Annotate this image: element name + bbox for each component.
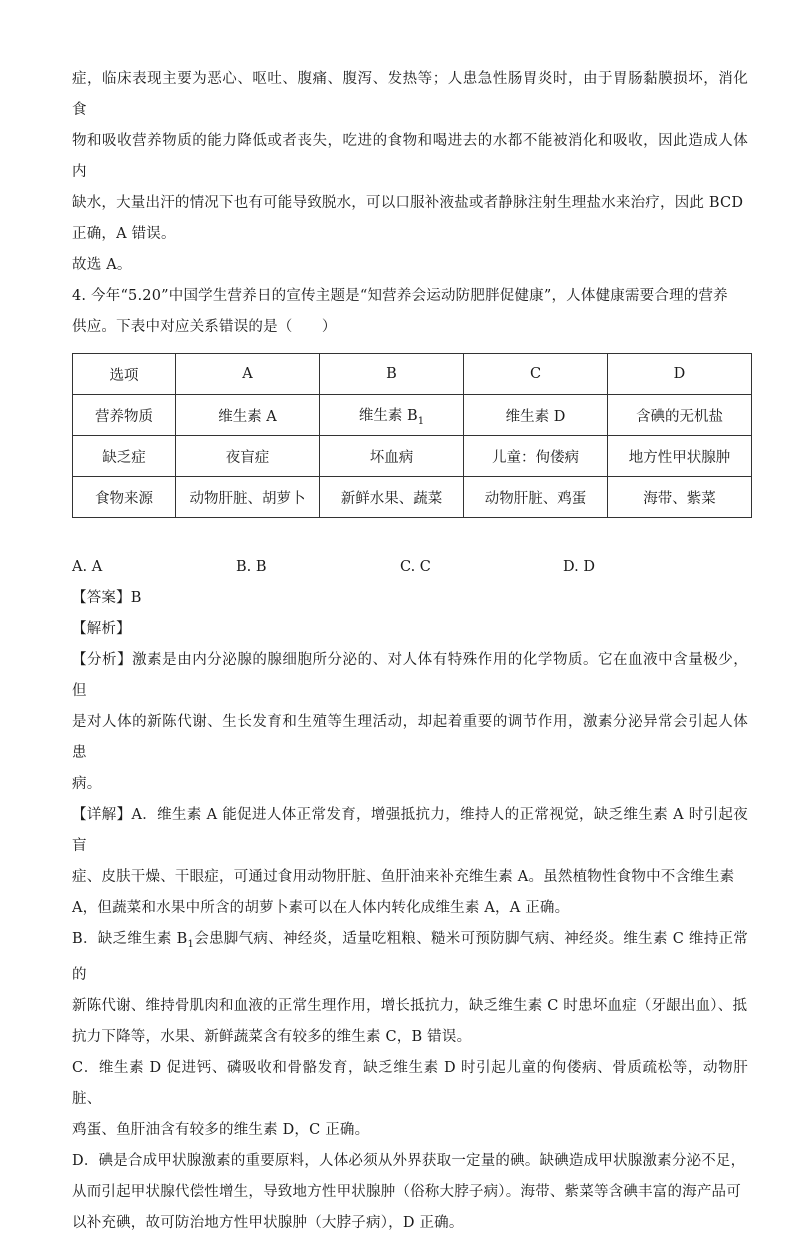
detail-line: 【详解】A．维生素 A 能促进人体正常发育，增强抵抗力，维持人的正常视觉，缺乏维生素 A 时引起夜盲 bbox=[72, 807, 748, 854]
detail-line bbox=[72, 924, 748, 991]
cell-text: 维生素 B bbox=[358, 407, 418, 424]
question-stem: 4. 今年“5.20”中国学生营养日的宣传主题是“知营养会运动防肥胖促健康”，人体健康需要合理的营养 bbox=[72, 288, 728, 304]
detail-line: C．维生素 D 促进钙、磷吸收和骨骼发育，缺乏维生素 D 时引起儿童的佝偻病、骨质疏松等，动物肝脏、 bbox=[72, 1059, 748, 1107]
detail-line: A，但蔬菜和水果中所含的胡萝卜素可以在人体内转化成维生素 A，A 正确。 bbox=[72, 900, 570, 916]
table-header-row bbox=[73, 354, 752, 395]
table-header-cell: C bbox=[464, 354, 608, 395]
subscript: 1 bbox=[417, 415, 425, 427]
detail-line: 鸡蛋、鱼肝油含有较多的维生素 D，C 正确。 bbox=[72, 1121, 370, 1138]
option-d: D. D bbox=[563, 559, 595, 575]
prev-choice: 故选 A。 bbox=[72, 257, 132, 273]
analysis-line: 【分析】激素是由内分泌腺的腺细胞所分泌的、对人体有特殊作用的化学物质。它在血液中含量极少，但 bbox=[72, 652, 748, 699]
prev-explanation-line: 缺水，大量出汗的情况下也有可能导致脱水，可以口服补液盐或者静脉注射生理盐水来治疗，因此 BCD bbox=[72, 195, 744, 211]
row-label: 食物来源 bbox=[73, 477, 176, 518]
option-a: A. A bbox=[72, 559, 103, 575]
table-cell: 维生素 D bbox=[464, 395, 608, 436]
detail-line: 从而引起甲状腺代偿性增生，导致地方性甲状腺肿（俗称大脖子病）。海带、紫菜等含碘丰富的海产品可 bbox=[72, 1183, 741, 1200]
table-cell: 儿童：佝偻病 bbox=[464, 436, 608, 477]
analysis-line: 是对人体的新陈代谢、生长发育和生殖等生理活动，却起着重要的调节作用，激素分泌异常会引起人体患 bbox=[72, 714, 748, 761]
table-row bbox=[73, 477, 752, 518]
table-header-cell: 选项 bbox=[73, 354, 176, 395]
table-cell: 动物肝脏、鸡蛋 bbox=[464, 477, 608, 518]
option-b: B. B bbox=[236, 559, 267, 575]
row-label: 营养物质 bbox=[73, 395, 176, 436]
table-cell: 维生素 A bbox=[176, 395, 320, 436]
document-page bbox=[72, 64, 748, 1239]
analysis-line: 病。 bbox=[72, 776, 102, 792]
table-cell: 地方性甲状腺肿 bbox=[608, 436, 752, 477]
table-header-cell: D bbox=[608, 354, 752, 395]
prev-explanation-line: 正确，A 错误。 bbox=[72, 226, 176, 242]
detail-line: 抗力下降等，水果、新鲜蔬菜含有较多的维生素 C，B 错误。 bbox=[72, 1028, 472, 1045]
detail-line: 症、皮肤干燥、干眼症，可通过食用动物肝脏、鱼肝油来补充维生素 A。虽然植物性食物中不含维生素 bbox=[72, 869, 735, 885]
nutrition-table bbox=[72, 353, 752, 518]
detail-line: 以补充碘，故可防治地方性甲状腺肿（大脖子病），D 正确。 bbox=[72, 1214, 464, 1231]
answer-label: 【答案】B bbox=[72, 590, 142, 606]
table-cell: 海带、紫菜 bbox=[608, 477, 752, 518]
detail-line: 新陈代谢、维持骨肌肉和血液的正常生理作用，增长抵抗力，缺乏维生素 C 时患坏血症（牙龈出血）、抵 bbox=[72, 997, 748, 1014]
table-row bbox=[73, 436, 752, 477]
analysis-title: 【解析】 bbox=[72, 621, 131, 637]
table-header-cell: B bbox=[320, 354, 464, 395]
table-cell: 夜盲症 bbox=[176, 436, 320, 477]
detail-text: 会患脚气病、神经炎，适量吃粗粮、糙米可预防脚气病、神经炎。维生素 C 维持正常的 bbox=[72, 931, 748, 983]
row-label: 缺乏症 bbox=[73, 436, 176, 477]
option-c: C. C bbox=[400, 559, 431, 575]
table-cell: 坏血病 bbox=[320, 436, 464, 477]
question-stem: 供应。下表中对应关系错误的是（ ） bbox=[72, 319, 337, 335]
detail-text: B．缺乏维生素 B bbox=[72, 931, 188, 947]
table-cell: 动物肝脏、胡萝卜 bbox=[176, 477, 320, 518]
prev-explanation-line: 物和吸收营养物质的能力降低或者丧失，吃进的食物和喝进去的水都不能被消化和吸收，因此造成人体内 bbox=[72, 133, 748, 180]
table-cell: 新鲜水果、蔬菜 bbox=[320, 477, 464, 518]
table-cell bbox=[320, 395, 464, 436]
table-row bbox=[73, 395, 752, 436]
table-header-cell: A bbox=[176, 354, 320, 395]
prev-explanation-line: 症，临床表现主要为恶心、呕吐、腹痛、腹泻、发热等；人患急性肠胃炎时，由于胃肠黏膜损坏，消化食 bbox=[72, 71, 748, 118]
subscript: 1 bbox=[187, 938, 195, 950]
answer-options bbox=[72, 552, 748, 583]
table-cell: 含碘的无机盐 bbox=[608, 395, 752, 436]
detail-line: D．碘是合成甲状腺激素的重要原料，人体必须从外界获取一定量的碘。缺碘造成甲状腺激素分泌不足， bbox=[72, 1152, 746, 1169]
